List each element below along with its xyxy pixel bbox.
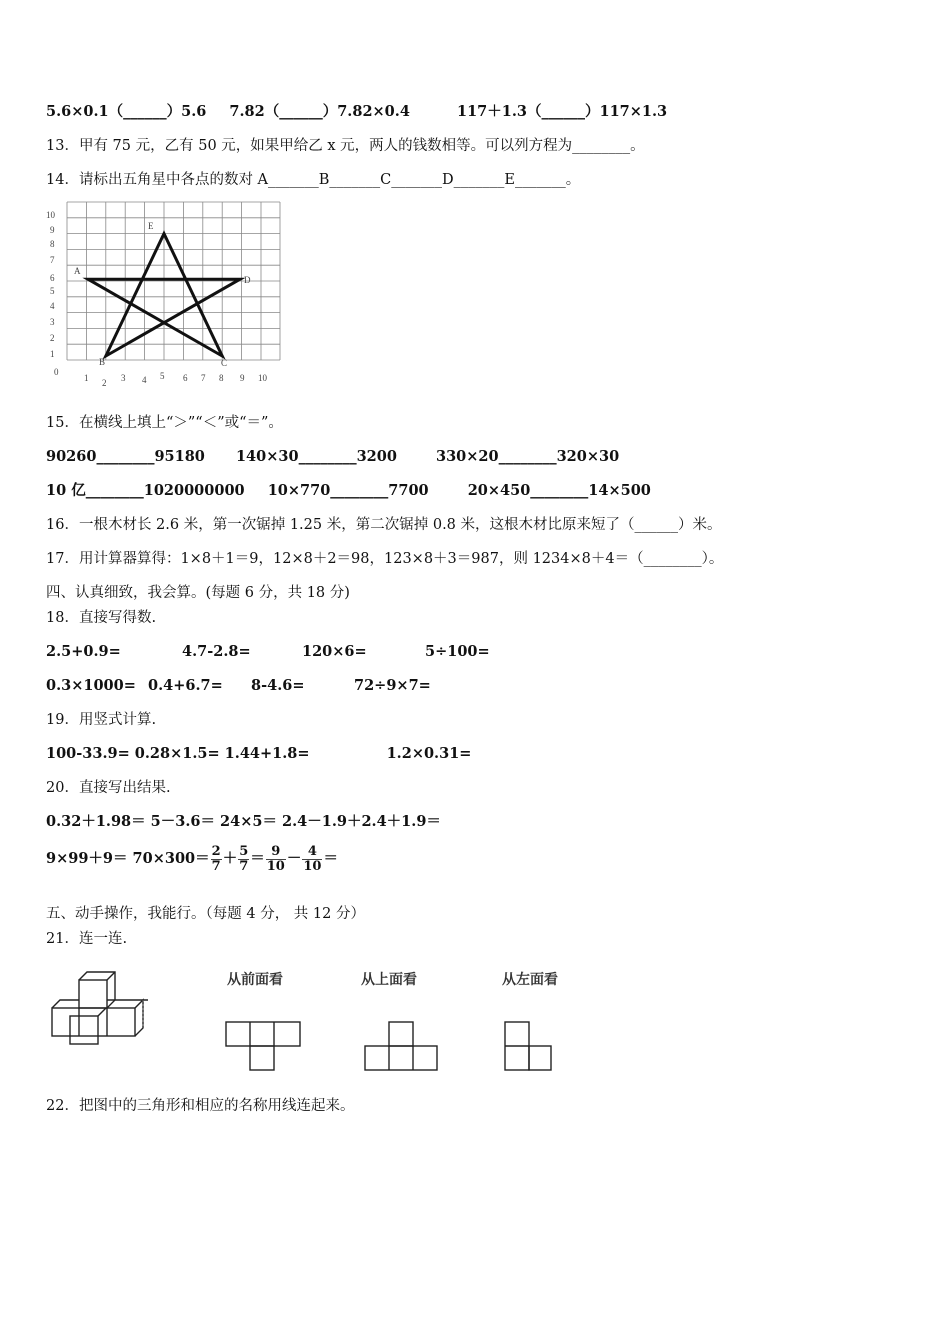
q15-row2	[46, 481, 651, 501]
point-label-c: C	[221, 358, 228, 368]
fraction-9-10	[266, 845, 286, 874]
x-tick-7: 7	[201, 373, 206, 383]
star-grid-figure	[44, 198, 284, 388]
q18-row2	[46, 676, 431, 696]
y-tick-10: 10	[46, 210, 55, 220]
point-label-d: D	[244, 275, 251, 285]
q20-minus: －	[286, 850, 302, 867]
frac4-den: 10	[303, 858, 322, 874]
q21-title: 21．连一连.	[46, 931, 128, 947]
label-top-view: 从上面看	[361, 972, 417, 988]
y-tick-4: 4	[50, 301, 55, 311]
q19-a: 100-33.9= 0.28×1.5= 1.44+1.8=	[46, 745, 310, 762]
x-tick-6: 6	[183, 373, 188, 383]
q18-row1	[46, 642, 490, 662]
q18-r2-d: 72÷9×7=	[354, 677, 431, 694]
x-tick-4: 4	[142, 375, 147, 385]
q20-eq1: ＝	[250, 850, 265, 867]
point-label-e: E	[148, 221, 154, 231]
y-tick-7: 7	[50, 255, 55, 265]
q17: 17．用计算器算得：1×8＋1＝9，12×8＋2＝98，123×8＋3＝987，则 1234×8＋4＝（________）。	[46, 551, 724, 567]
x-tick-8: 8	[219, 373, 224, 383]
q14: 14．请标出五角星中各点的数对 A_______B_______C_______D_______E_______。	[46, 172, 581, 188]
y-tick-1: 1	[50, 349, 55, 359]
q20-row1: 0.32＋1.98＝ 5－3.6＝ 24×5＝ 2.4－1.9＋2.4＋1.9＝	[46, 813, 441, 830]
q18-title: 18．直接写得数.	[46, 610, 157, 626]
q20-title: 20．直接写出结果.	[46, 780, 171, 796]
frac2-den: 7	[239, 858, 249, 874]
q18-r2-b: 0.4+6.7=	[148, 677, 223, 694]
q12-b: 7.82（______）7.82×0.4	[229, 103, 410, 120]
point-label-b: B	[99, 357, 106, 367]
q22: 22．把图中的三角形和相应的名称用线连起来。	[46, 1098, 355, 1114]
q20-row2	[46, 842, 338, 876]
y-tick-6: 6	[50, 273, 55, 283]
y-tick-8: 8	[50, 239, 55, 249]
q15-r2-a: 10 亿________1020000000	[46, 482, 245, 499]
left-view-figure	[503, 1020, 563, 1075]
cube-solid-figure	[50, 968, 160, 1053]
q19-b: 1.2×0.31=	[386, 745, 472, 762]
x-tick-0: 0	[54, 367, 59, 377]
x-tick-2: 2	[102, 378, 107, 388]
x-tick-9: 9	[240, 373, 245, 383]
q18-r1-b: 4.7-2.8=	[182, 643, 251, 660]
frac1-num: 2	[211, 843, 221, 859]
q20-row2-text: 9×99＋9＝ 70×300＝	[46, 850, 210, 867]
point-label-a: A	[74, 266, 81, 276]
frac4-num: 4	[302, 845, 322, 860]
q18-r1-c: 120×6=	[302, 643, 367, 660]
front-view-figure	[224, 1020, 304, 1075]
x-tick-3: 3	[121, 373, 126, 383]
q18-r2-a: 0.3×1000=	[46, 677, 136, 694]
section-5-heading: 五、动手操作，我能行。（每题 4 分， 共 12 分）	[46, 906, 365, 922]
q15-r1-a: 90260________95180	[46, 448, 205, 465]
q12-row	[46, 102, 667, 122]
q15-r2-b: 10×770________7700	[267, 482, 429, 499]
y-tick-3: 3	[50, 317, 55, 327]
q18-r1-d: 5÷100=	[425, 643, 490, 660]
q15-r1-b: 140×30________3200	[235, 448, 397, 465]
q20-eq2: ＝	[323, 850, 338, 867]
q18-r1-a: 2.5+0.9=	[46, 643, 121, 660]
x-tick-1: 1	[84, 373, 89, 383]
q13: 13．甲有 75 元，乙有 50 元，如果甲给乙 x 元，两人的钱数相等。可以列方程为________。	[46, 138, 645, 154]
x-tick-10: 10	[258, 373, 267, 383]
fraction-4-10	[302, 845, 322, 874]
frac3-den: 10	[266, 858, 285, 874]
frac3-num: 9	[266, 845, 286, 860]
q15-title: 15．在横线上填上“＞”“＜”或“＝”。	[46, 415, 283, 431]
q12-c: 117＋1.3（______）117×1.3	[456, 103, 668, 120]
y-tick-9: 9	[50, 225, 55, 235]
q19-title: 19．用竖式计算.	[46, 712, 157, 728]
frac2-num: 5	[239, 843, 249, 859]
q15-r2-c: 20×450________14×500	[467, 482, 651, 499]
q15-r1-c: 330×20________320×30	[435, 448, 620, 465]
y-tick-5: 5	[50, 286, 55, 296]
label-front-view: 从前面看	[227, 972, 283, 988]
frac1-den: 7	[211, 858, 221, 874]
q20-plus: ＋	[222, 850, 238, 867]
q12-a: 5.6×0.1（______）5.6	[46, 103, 207, 120]
y-tick-2: 2	[50, 333, 55, 343]
x-tick-5: 5	[160, 371, 165, 381]
fraction-5-7	[238, 845, 249, 874]
top-view-figure	[363, 1020, 443, 1075]
fraction-2-7	[211, 845, 222, 874]
label-left-view: 从左面看	[502, 972, 558, 988]
q15-row1	[46, 447, 619, 467]
q18-r2-c: 8-4.6=	[251, 677, 305, 694]
q19-row	[46, 744, 471, 764]
q16: 16．一根木材长 2.6 米，第一次锯掉 1.25 米，第二次锯掉 0.8 米，这根木材比原来短了（______）米。	[46, 517, 722, 533]
section-4-heading: 四、认真细致，我会算。(每题 6 分，共 18 分)	[46, 585, 350, 601]
